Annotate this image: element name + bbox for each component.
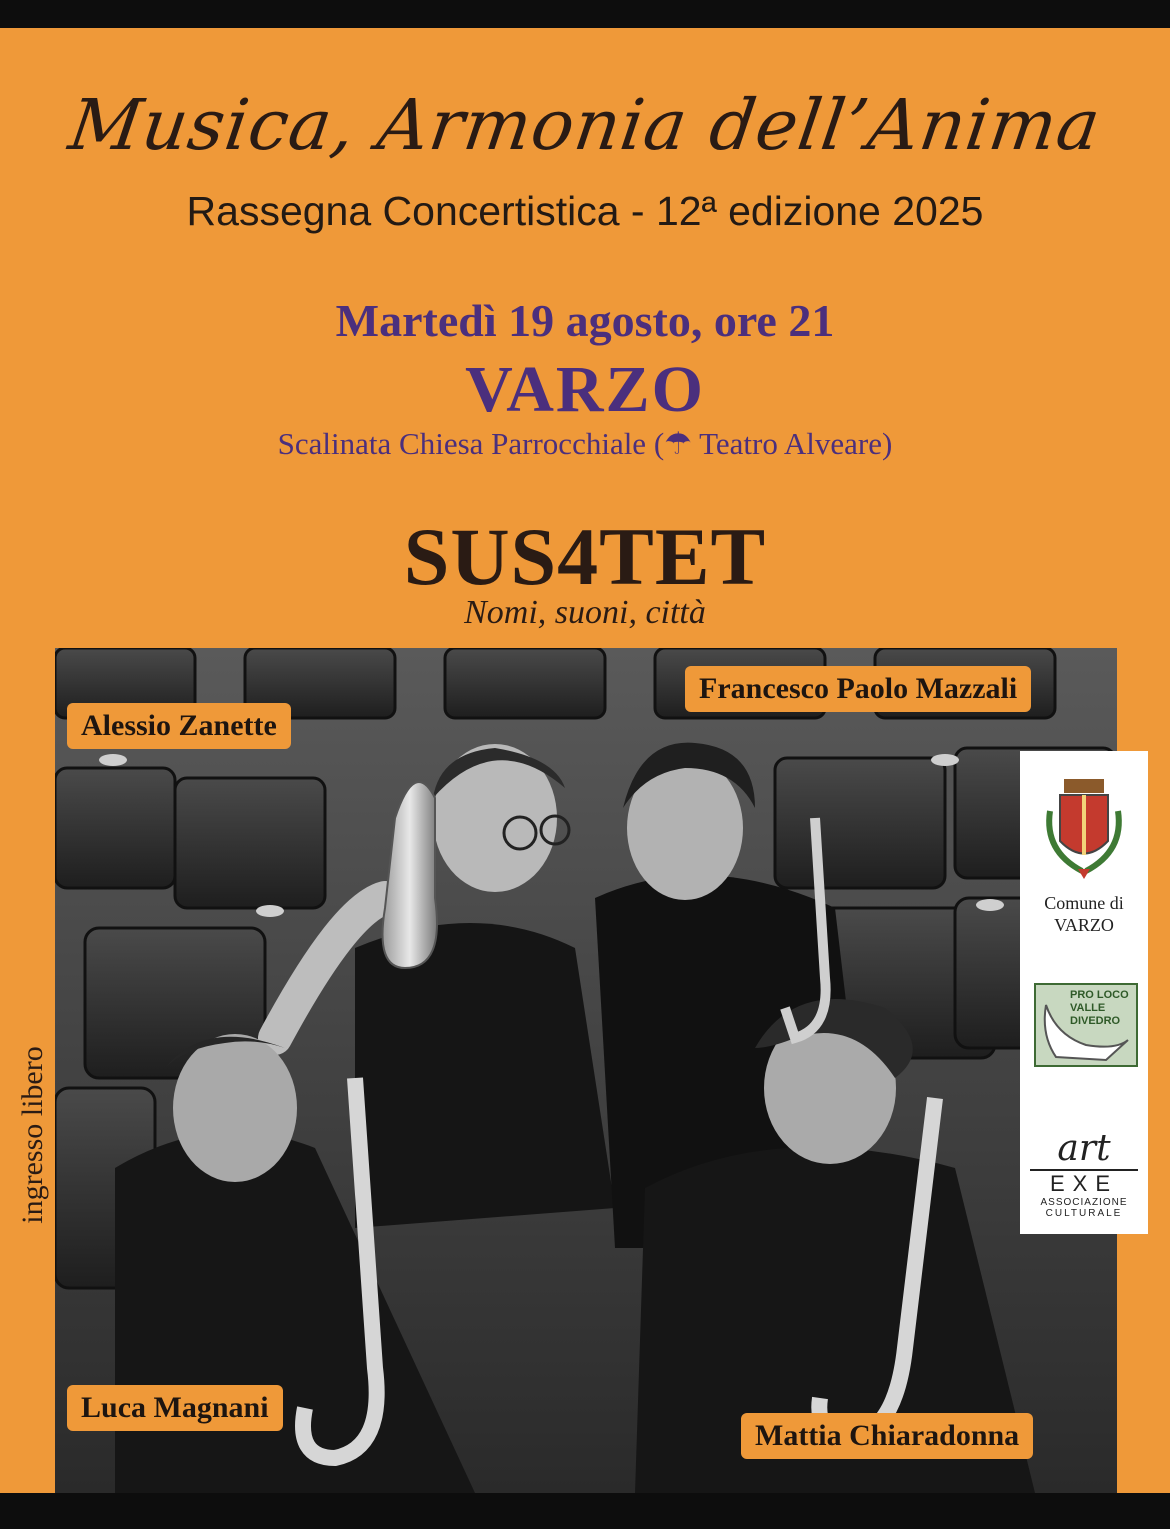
musician-label-top-right: Francesco Paolo Mazzali [685, 666, 1031, 712]
pro-loco-bird-icon [1036, 985, 1136, 1065]
musician-label-top-left: Alessio Zanette [67, 703, 291, 749]
bottom-black-band [0, 1493, 1170, 1529]
musician-label-bottom-left: Luca Magnani [67, 1385, 283, 1431]
concert-poster [0, 28, 1170, 1493]
comune-label-line2: VARZO [1054, 915, 1114, 935]
group-name: SUS4TET [403, 511, 767, 602]
musician-label-bottom-right: Mattia Chiaradonna [741, 1413, 1033, 1459]
art-exe-logo [1030, 1128, 1138, 1221]
art-logo-script: art [1057, 1128, 1111, 1169]
event-venue: Scalinata Chiesa Parrocchiale (☂ Teatro Alveare) [277, 426, 893, 461]
comune-label-line1: Comune di [1044, 893, 1124, 913]
art-logo-cult: CULTURALE [1045, 1208, 1123, 1219]
poster-title: Musica, Armonia dell’Anima [64, 84, 1106, 166]
pro-loco-logo-text: PRO LOCO VALLE DIVEDRO [1070, 989, 1129, 1027]
event-date-time: Martedì 19 agosto, ore 21 [335, 295, 835, 346]
quartet-photo [55, 648, 1117, 1493]
art-logo-exe: EXE [1030, 1169, 1138, 1197]
top-black-band [0, 0, 1170, 28]
program-title: Nomi, suoni, città [464, 594, 706, 631]
comune-crest-icon [1020, 771, 1148, 881]
event-town: VARZO [465, 353, 705, 426]
art-logo-assoc: ASSOCIAZIONE [1040, 1197, 1128, 1208]
quartet-photo-illustration [55, 648, 1117, 1493]
pro-loco-logo [1034, 983, 1138, 1067]
sponsor-logos-panel [1020, 751, 1148, 1234]
poster-subtitle: Rassegna Concertistica - 12ª edizione 2025 [186, 188, 984, 234]
free-entry-note: ingresso libero [16, 1046, 49, 1224]
